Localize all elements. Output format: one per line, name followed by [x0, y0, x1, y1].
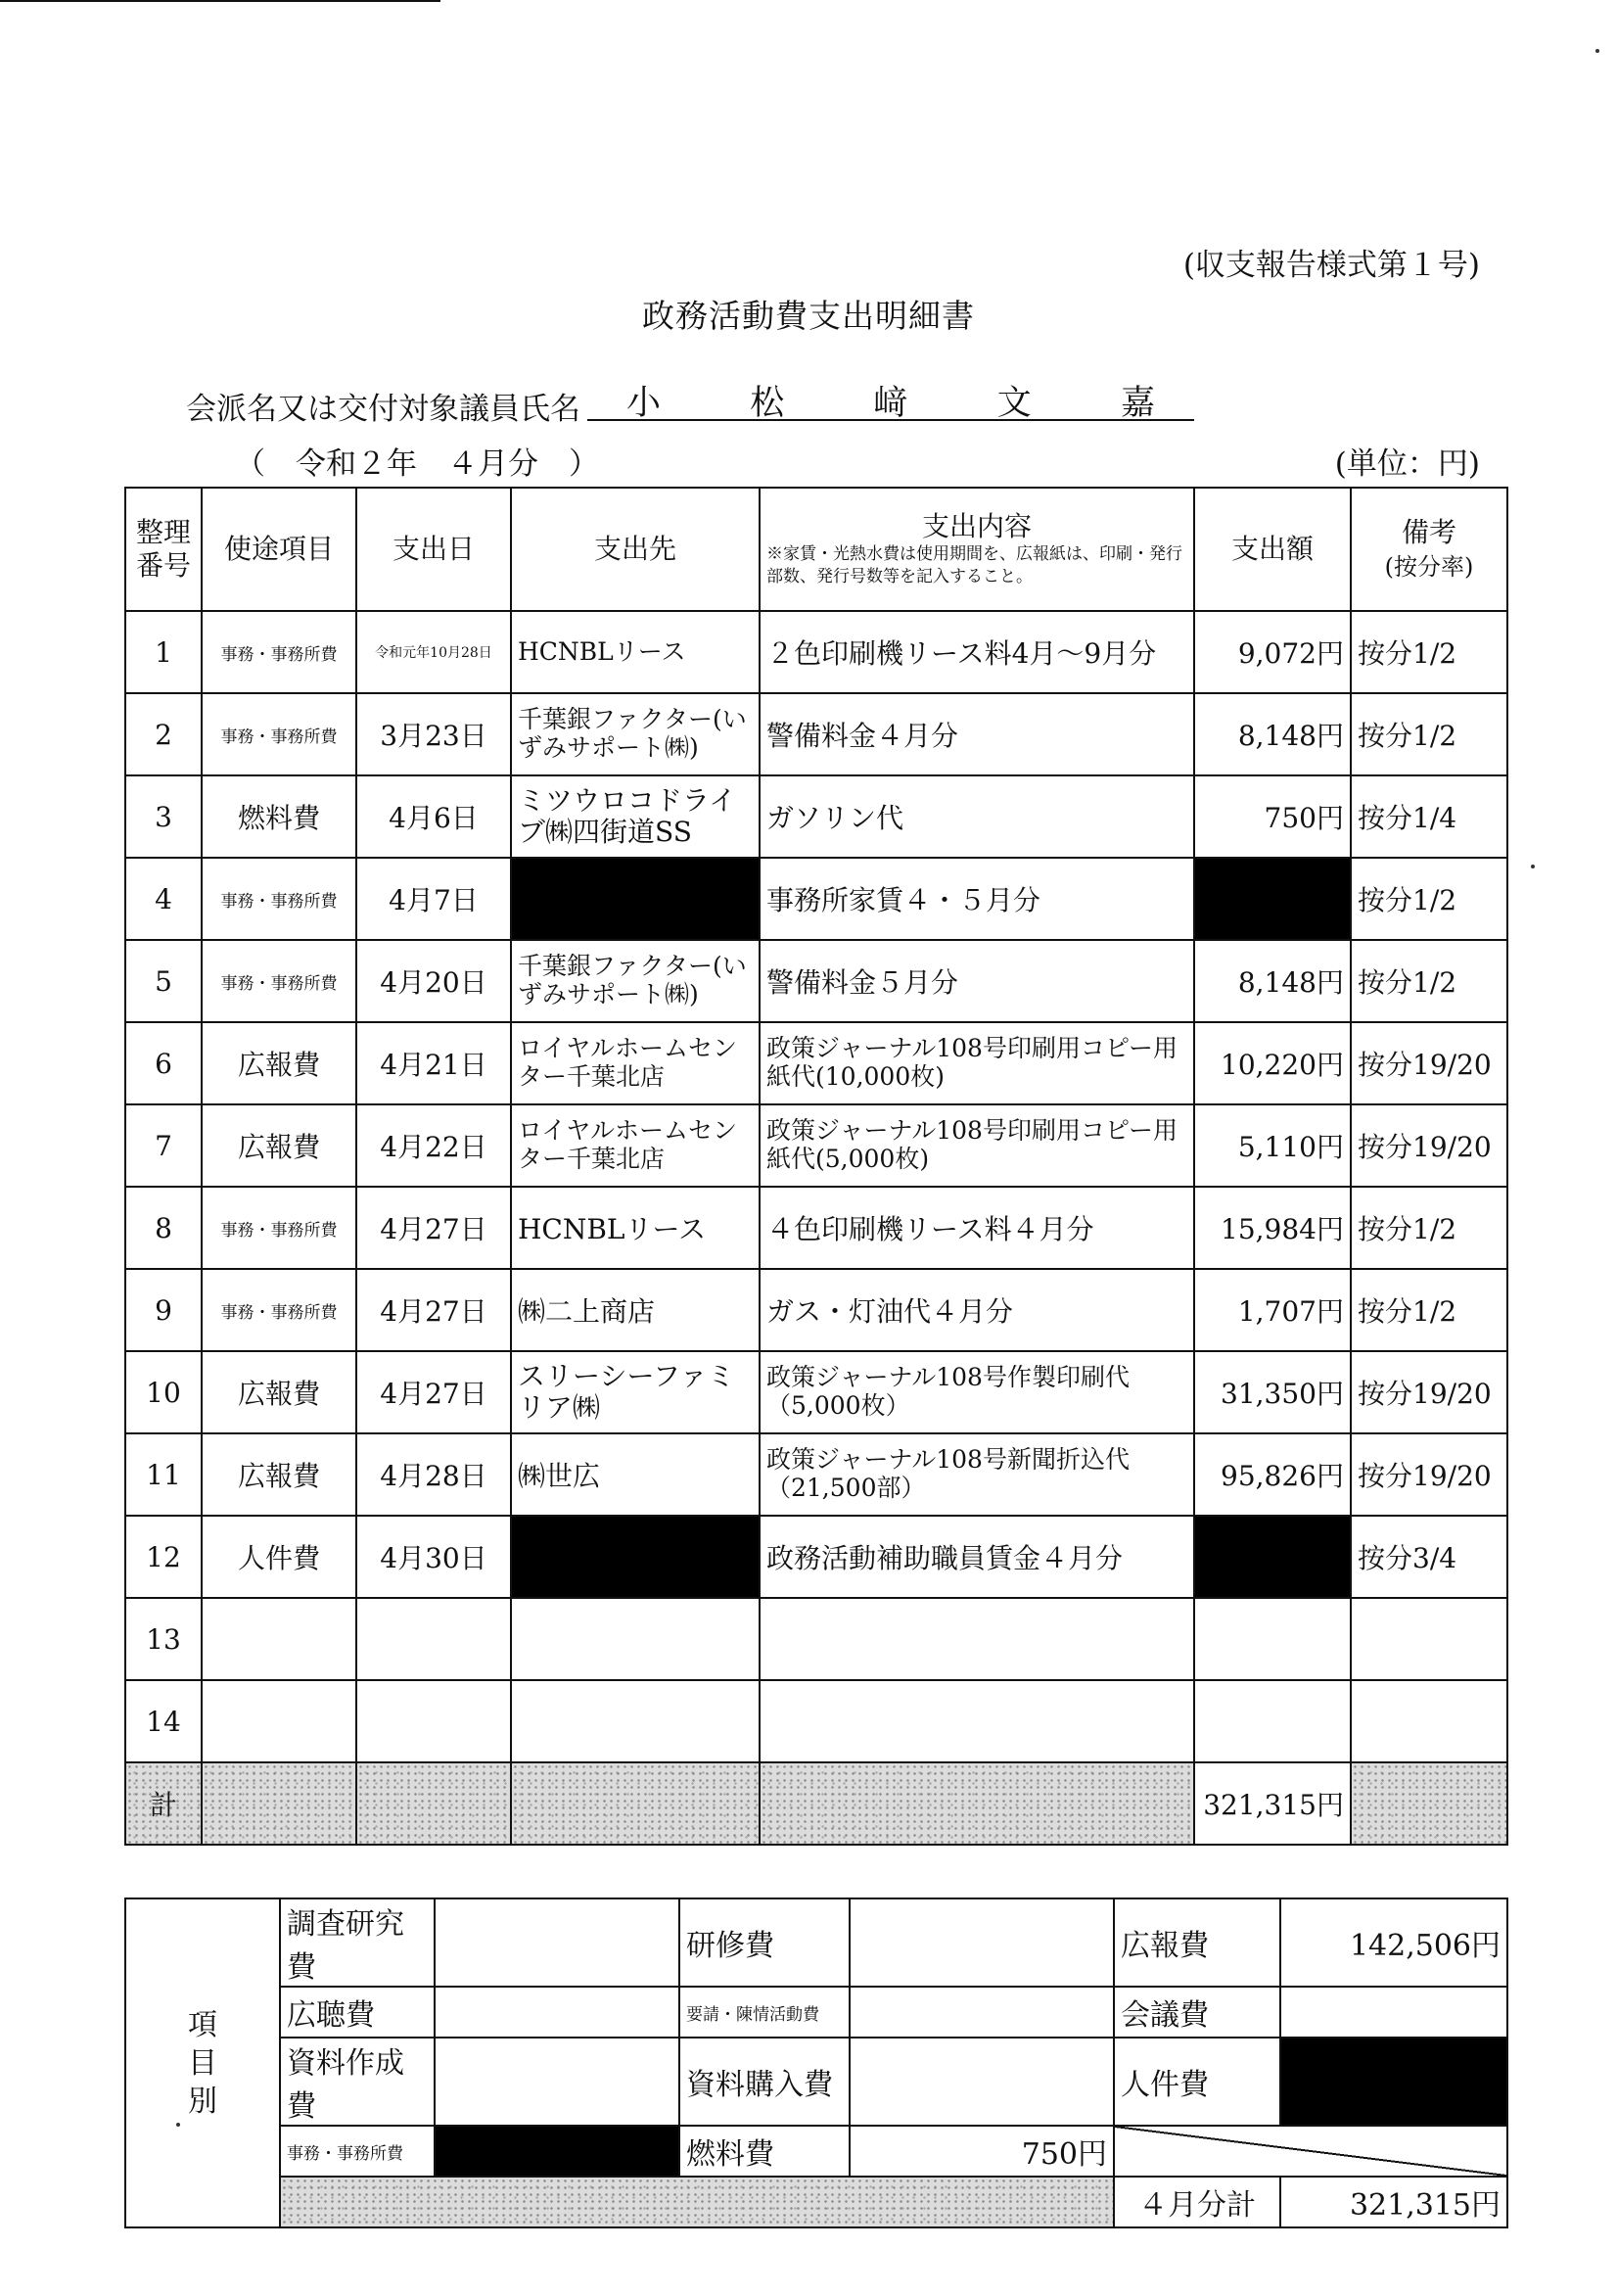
row-item: 事務・事務所費 — [202, 1269, 356, 1351]
row-no: 14 — [125, 1680, 202, 1762]
row-no: 9 — [125, 1269, 202, 1351]
row-remarks: 按分1/2 — [1351, 1269, 1507, 1351]
table-row — [125, 611, 1507, 693]
row-item: 事務・事務所費 — [202, 611, 356, 693]
member-name-char: 小 — [626, 384, 662, 423]
table-row — [125, 1187, 1507, 1269]
row-date: 4月27日 — [356, 1351, 511, 1433]
row-payee: スリーシーファミリア㈱ — [511, 1351, 760, 1433]
row-content: ガソリン代 — [760, 775, 1194, 858]
row-payee: ロイヤルホームセンター千葉北店 — [511, 1022, 760, 1104]
table-row — [125, 1351, 1507, 1433]
row-payee — [511, 1598, 760, 1680]
row-item: 広報費 — [202, 1022, 356, 1104]
redacted-amount — [1194, 858, 1351, 940]
row-item: 人件費 — [202, 1516, 356, 1598]
table-row — [125, 1269, 1507, 1351]
row-payee: HCNBLリース — [511, 611, 760, 693]
col-header-date: 支出日 — [356, 488, 511, 611]
total-amount: 321,315円 — [1194, 1762, 1351, 1845]
total-label: 計 — [125, 1762, 202, 1845]
member-name-char: 松 — [750, 384, 785, 423]
row-no: 10 — [125, 1351, 202, 1433]
member-name-char: 文 — [996, 384, 1032, 423]
cat-personnel-label: 人件費 — [1114, 2038, 1280, 2126]
shaded-cell — [511, 1762, 760, 1845]
row-content: ４色印刷機リース料４月分 — [760, 1187, 1194, 1269]
row-item: 広報費 — [202, 1433, 356, 1516]
row-remarks: 按分1/4 — [1351, 775, 1507, 858]
row-content: ガス・灯油代４月分 — [760, 1269, 1194, 1351]
total-row — [125, 1762, 1507, 1845]
member-name — [587, 376, 1194, 421]
row-amount: 1,707円 — [1194, 1269, 1351, 1351]
category-table — [124, 1898, 1508, 2228]
expense-table — [124, 487, 1508, 1846]
row-no: 1 — [125, 611, 202, 693]
table-header-row — [125, 488, 1507, 611]
redacted-payee — [511, 1516, 760, 1598]
top-border-line — [0, 0, 440, 2]
redacted-personnel-amount — [1280, 2038, 1507, 2126]
table-row — [125, 775, 1507, 858]
row-payee: ミツウロコドライブ㈱四街道SS — [511, 775, 760, 858]
period: （ 令和２年 ４月分 ） — [235, 446, 599, 482]
content-header-label: 支出内容 — [921, 510, 1032, 543]
shaded-cell — [760, 1762, 1194, 1845]
row-item: 燃料費 — [202, 775, 356, 858]
shaded-cell — [356, 1762, 511, 1845]
cat-purchase-label: 資料購入費 — [679, 2038, 850, 2126]
row-payee: ロイヤルホームセンター千葉北店 — [511, 1104, 760, 1187]
unit-label: (単位：円) — [1334, 446, 1480, 482]
col-header-payee: 支出先 — [511, 488, 760, 611]
redacted-office-amount — [435, 2126, 679, 2177]
scan-speck — [1595, 49, 1599, 53]
cat-meeting-label: 会議費 — [1114, 1987, 1280, 2038]
cat-training-label: 研修費 — [679, 1898, 850, 1987]
row-remarks: 按分1/2 — [1351, 858, 1507, 940]
row-amount: 9,072円 — [1194, 611, 1351, 693]
scan-speck — [176, 2123, 180, 2127]
col-header-amount: 支出額 — [1194, 488, 1351, 611]
row-amount: 10,220円 — [1194, 1022, 1351, 1104]
row-payee: 千葉銀ファクター(いずみサポート㈱) — [511, 940, 760, 1022]
member-name-char: 嘉 — [1120, 384, 1155, 423]
row-amount: 8,148円 — [1194, 940, 1351, 1022]
row-no: 12 — [125, 1516, 202, 1598]
form-number: (収支報告様式第１号) — [1182, 248, 1480, 283]
row-amount — [1194, 1680, 1351, 1762]
col-header-remarks: 備考 (按分率) — [1351, 488, 1507, 611]
col-header-item: 使途項目 — [202, 488, 356, 611]
cat-fuel-amount: 750円 — [850, 2126, 1114, 2177]
row-amount: 31,350円 — [1194, 1351, 1351, 1433]
cat-materials-label: 資料作成費 — [280, 2038, 435, 2126]
diagonal-blank-cell — [1114, 2126, 1507, 2177]
row-remarks — [1351, 1598, 1507, 1680]
row-amount — [1194, 1598, 1351, 1680]
row-remarks: 按分3/4 — [1351, 1516, 1507, 1598]
table-row — [125, 940, 1507, 1022]
row-date: 3月23日 — [356, 693, 511, 775]
row-no: 4 — [125, 858, 202, 940]
redacted-payee — [511, 858, 760, 940]
row-date: 4月21日 — [356, 1022, 511, 1104]
cat-hearing-amount — [435, 1987, 679, 2038]
content-header-note: ※家賃・光熱水費は使用期間を、広報紙は、印刷・発行部数、発行号数等を記入すること。 — [766, 543, 1182, 586]
row-remarks: 按分1/2 — [1351, 693, 1507, 775]
member-name-char: 﨑 — [873, 384, 908, 423]
row-remarks: 按分1/2 — [1351, 940, 1507, 1022]
row-date: 4月7日 — [356, 858, 511, 940]
row-payee: HCNBLリース — [511, 1187, 760, 1269]
row-remarks — [1351, 1680, 1507, 1762]
row-item: 広報費 — [202, 1104, 356, 1187]
cat-training-amount — [850, 1898, 1114, 1987]
row-content: 警備料金４月分 — [760, 693, 1194, 775]
col-header-content — [760, 488, 1194, 611]
row-date: 4月27日 — [356, 1269, 511, 1351]
row-item: 事務・事務所費 — [202, 940, 356, 1022]
row-date: 4月27日 — [356, 1187, 511, 1269]
row-no: 13 — [125, 1598, 202, 1680]
month-total-label: ４月分計 — [1114, 2177, 1280, 2227]
row-item: 事務・事務所費 — [202, 1187, 356, 1269]
row-no: 7 — [125, 1104, 202, 1187]
row-no: 8 — [125, 1187, 202, 1269]
row-date: 4月6日 — [356, 775, 511, 858]
row-payee: 千葉銀ファクター(いずみサポート㈱) — [511, 693, 760, 775]
cat-research-label: 調査研究費 — [280, 1898, 435, 1987]
table-row — [125, 1516, 1507, 1598]
table-row — [125, 1022, 1507, 1104]
cat-pr-label: 広報費 — [1114, 1898, 1280, 1987]
table-row — [125, 693, 1507, 775]
row-date: 4月22日 — [356, 1104, 511, 1187]
row-payee: ㈱世広 — [511, 1433, 760, 1516]
row-remarks: 按分19/20 — [1351, 1022, 1507, 1104]
cat-fuel-label: 燃料費 — [679, 2126, 850, 2177]
row-content: 政策ジャーナル108号作製印刷代（5,000枚） — [760, 1351, 1194, 1433]
row-remarks: 按分19/20 — [1351, 1433, 1507, 1516]
page-title: 政務活動費支出明細書 — [642, 297, 975, 335]
cat-office-label: 事務・事務所費 — [280, 2126, 435, 2177]
row-date — [356, 1598, 511, 1680]
cat-materials-amount — [435, 2038, 679, 2126]
row-remarks: 按分19/20 — [1351, 1351, 1507, 1433]
row-amount: 5,110円 — [1194, 1104, 1351, 1187]
row-remarks: 按分1/2 — [1351, 611, 1507, 693]
cat-petition-label: 要請・陳情活動費 — [679, 1987, 850, 2038]
table-row — [125, 858, 1507, 940]
redacted-amount — [1194, 1516, 1351, 1598]
row-item: 事務・事務所費 — [202, 858, 356, 940]
row-amount: 15,984円 — [1194, 1187, 1351, 1269]
cat-meeting-amount — [1280, 1987, 1507, 2038]
row-no: 2 — [125, 693, 202, 775]
table-row — [125, 1104, 1507, 1187]
row-date: 4月28日 — [356, 1433, 511, 1516]
cat-purchase-amount — [850, 2038, 1114, 2126]
row-remarks: 按分19/20 — [1351, 1104, 1507, 1187]
row-amount: 8,148円 — [1194, 693, 1351, 775]
row-content: 警備料金５月分 — [760, 940, 1194, 1022]
row-item: 事務・事務所費 — [202, 693, 356, 775]
row-payee — [511, 1680, 760, 1762]
cat-pr-amount: 142,506円 — [1280, 1898, 1507, 1987]
row-item: 広報費 — [202, 1351, 356, 1433]
row-content: ２色印刷機リース料4月～9月分 — [760, 611, 1194, 693]
row-no: 3 — [125, 775, 202, 858]
row-item — [202, 1680, 356, 1762]
col-header-no: 整理 番号 — [125, 488, 202, 611]
row-content: 政策ジャーナル108号印刷用コピー用紙代(10,000枚) — [760, 1022, 1194, 1104]
row-amount: 750円 — [1194, 775, 1351, 858]
row-content: 政務活動補助職員賃金４月分 — [760, 1516, 1194, 1598]
row-amount: 95,826円 — [1194, 1433, 1351, 1516]
shaded-cell — [202, 1762, 356, 1845]
row-no: 11 — [125, 1433, 202, 1516]
row-no: 6 — [125, 1022, 202, 1104]
row-date: 令和元年10月28日 — [356, 611, 511, 693]
table-row — [125, 1433, 1507, 1516]
row-no: 5 — [125, 940, 202, 1022]
row-item — [202, 1598, 356, 1680]
row-content — [760, 1680, 1194, 1762]
row-content — [760, 1598, 1194, 1680]
row-remarks: 按分1/2 — [1351, 1187, 1507, 1269]
shaded-cell — [280, 2177, 1114, 2227]
row-payee: ㈱二上商店 — [511, 1269, 760, 1351]
row-date: 4月20日 — [356, 940, 511, 1022]
row-date: 4月30日 — [356, 1516, 511, 1598]
row-date — [356, 1680, 511, 1762]
category-side-label: 項 目 別 — [125, 1898, 280, 2227]
member-label: 会派名又は交付対象議員氏名 — [186, 392, 580, 427]
row-content: 政策ジャーナル108号印刷用コピー用紙代(5,000枚) — [760, 1104, 1194, 1187]
table-row — [125, 1598, 1507, 1680]
month-total-amount: 321,315円 — [1280, 2177, 1507, 2227]
row-content: 事務所家賃４・５月分 — [760, 858, 1194, 940]
table-row — [125, 1680, 1507, 1762]
scan-speck — [1531, 865, 1535, 868]
row-content: 政策ジャーナル108号新聞折込代（21,500部） — [760, 1433, 1194, 1516]
cat-research-amount — [435, 1898, 679, 1987]
shaded-cell — [1351, 1762, 1507, 1845]
cat-petition-amount — [850, 1987, 1114, 2038]
cat-hearing-label: 広聴費 — [280, 1987, 435, 2038]
